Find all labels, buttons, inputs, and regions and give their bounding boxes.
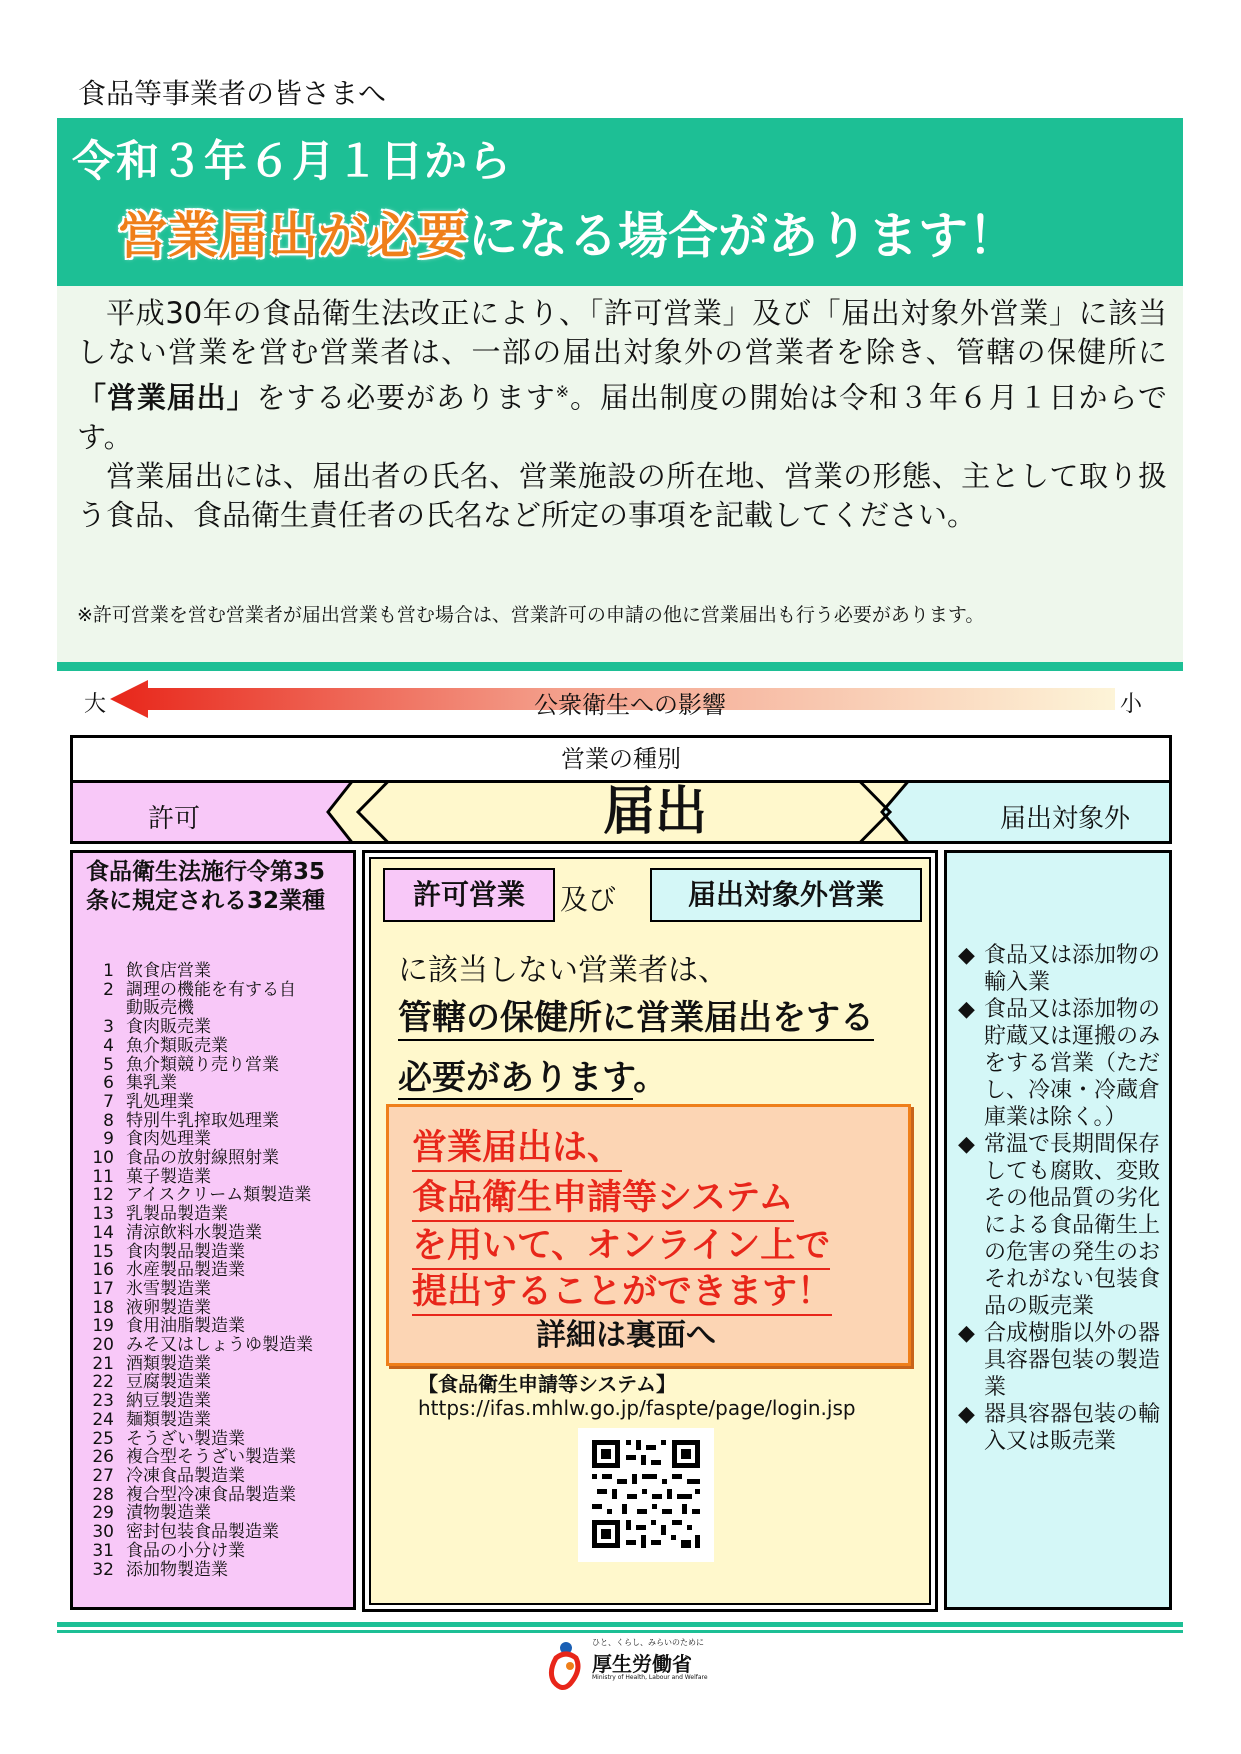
list-item — [80, 962, 313, 981]
list-item-number: 3 — [103, 1017, 114, 1038]
list-item-number: 14 — [92, 1222, 114, 1243]
list-item-label: 納豆製造業 — [126, 1391, 211, 1412]
impact-large-label: 大 — [84, 692, 107, 717]
list-item-number: 18 — [92, 1297, 114, 1318]
notify-text-3-end: 。 — [633, 1058, 668, 1098]
list-item-number: 23 — [92, 1391, 114, 1412]
notify-text-3-underlined: 必要があります — [398, 1058, 634, 1098]
category-permit: 許可 — [147, 804, 200, 834]
logo-slogan: ひと、くらし、みらいのために — [592, 1638, 704, 1647]
list-item — [80, 1130, 313, 1149]
list-item-label: 氷雪製造業 — [126, 1278, 211, 1299]
list-item-label: 魚介類競り売り営業 — [126, 1054, 279, 1075]
list-item — [80, 1561, 313, 1580]
list-item-number: 11 — [92, 1166, 114, 1187]
list-item — [80, 1280, 313, 1299]
list-item-number: 17 — [92, 1278, 114, 1299]
list-item-label: みそ又はしょうゆ製造業 — [126, 1335, 313, 1356]
list-item-number: 20 — [92, 1335, 114, 1356]
online-text-1: 営業届出は、 — [412, 1120, 622, 1172]
intro-paragraph-2: 営業届出には、届出者の氏名、営業施設の所在地、営業の形態、主として取り扱う食品、食品衛生責任者の氏名など所定の事項を記載してください。 — [77, 458, 1167, 532]
impact-label: 公衆衛生への影響 — [534, 691, 726, 719]
list-item-label: 飲食店営業 — [126, 961, 211, 981]
permit-column-title: 食品衛生法施行令第35条に規定される32業種 — [86, 859, 326, 914]
diamond-bullet-icon: ◆ — [958, 997, 975, 1022]
tag-permit-business: 許可営業 — [383, 868, 555, 922]
list-item-number: 9 — [103, 1129, 114, 1150]
list-item-label: 菓子製造業 — [126, 1166, 211, 1187]
list-item-number: 2 — [103, 979, 114, 1000]
list-item-label: 麺類製造業 — [126, 1409, 211, 1430]
list-item-number: 24 — [92, 1409, 114, 1430]
list-item-number: 25 — [92, 1428, 114, 1449]
list-item-number: 29 — [92, 1503, 114, 1524]
list-item-label: 密封包装食品製造業 — [126, 1522, 279, 1543]
tag-and: 及び — [560, 883, 617, 916]
list-item-number: 30 — [92, 1522, 114, 1543]
intro-text-c: 。届出制度の開始は令和３年６月１日からです。 — [77, 380, 1167, 454]
list-item-number: 7 — [103, 1091, 114, 1112]
online-text-2: 食品衛生申請等システム — [412, 1170, 794, 1222]
list-item-label: 食品の小分け業 — [126, 1540, 245, 1561]
list-item — [80, 1336, 313, 1355]
list-item-number: 22 — [92, 1372, 114, 1393]
banner-highlight: 営業届出が必要 — [118, 207, 468, 265]
list-item-label: 合成樹脂以外の器具容器包装の製造業 — [984, 1321, 1161, 1400]
list-item-number: 6 — [103, 1073, 114, 1094]
intro-text-a: 平成30年の食品衛生法改正により、「許可営業」及び「届出対象外営業」に該当しない営業を営む営業者は、一部の届出対象外の営業者を除き、管轄の保健所に — [77, 296, 1167, 369]
list-item-label: 酒類製造業 — [126, 1353, 211, 1374]
list-item — [958, 1320, 1168, 1401]
list-item — [80, 1467, 313, 1486]
list-item-number: 16 — [92, 1260, 114, 1281]
list-item — [80, 1448, 313, 1467]
list-item-label: 複合型そうざい製造業 — [126, 1447, 296, 1468]
list-item — [80, 1093, 313, 1112]
banner-main-line — [118, 196, 1018, 268]
logo-english: Ministry of Health, Labour and Welfare — [592, 1674, 708, 1681]
list-item-label: 食品又は添加物の貯蔵又は運搬のみをする営業（ただし、冷凍・冷蔵倉庫業は除く。） — [984, 997, 1161, 1130]
list-item-label: 添加物製造業 — [126, 1559, 228, 1580]
diamond-bullet-icon: ◆ — [958, 943, 975, 968]
intro-note: ※許可営業を営む営業者が届出営業も営む場合は、営業許可の申請の他に営業届出も行う必要があります。 — [77, 604, 985, 626]
list-item-label: 器具容器包装の輸入又は販売業 — [984, 1402, 1161, 1454]
intro-mark: ※ — [555, 382, 570, 401]
list-item-number: 21 — [92, 1353, 114, 1374]
list-item-number: 5 — [103, 1054, 114, 1075]
list-item — [80, 1373, 313, 1392]
list-item-label: 乳処理業 — [126, 1091, 194, 1112]
list-item — [80, 1224, 313, 1243]
detail-on-back-text: 詳細は裏面へ — [536, 1318, 716, 1353]
permit-business-list — [80, 962, 313, 1579]
list-item — [80, 981, 313, 1018]
business-type-heading: 営業の種別 — [70, 735, 1172, 783]
list-item-label: 豆腐製造業 — [126, 1372, 211, 1393]
list-item — [80, 1504, 313, 1523]
list-item — [80, 1018, 313, 1037]
list-item-label: 冷凍食品製造業 — [126, 1465, 245, 1486]
list-item-label: 魚介類販売業 — [126, 1035, 228, 1056]
logo-name: 厚生労働省 — [592, 1652, 692, 1676]
list-item-number: 31 — [92, 1540, 114, 1561]
list-item-number: 26 — [92, 1447, 114, 1468]
diamond-bullet-icon: ◆ — [958, 1321, 975, 1346]
intro-paragraph-1 — [77, 294, 1167, 457]
list-item-label: 調理の機能を有する自動販売機 — [126, 979, 296, 1019]
list-item-label: 食用油脂製造業 — [126, 1316, 245, 1337]
list-item-label: 常温で長期間保存しても腐敗、変敗その他品質の劣化による食品衛生上の危害の発生のおそれがない包装食品の販売業 — [984, 1132, 1161, 1319]
system-label: 【食品衛生申請等システム】 — [418, 1372, 676, 1396]
banner-date-line: 令和３年６月１日から — [72, 137, 512, 187]
tag-exempt-business: 届出対象外営業 — [650, 868, 922, 922]
list-item — [80, 1186, 313, 1205]
diamond-bullet-icon: ◆ — [958, 1132, 975, 1157]
banner-rest: になる場合があります！ — [468, 207, 1018, 265]
list-item — [80, 1149, 313, 1168]
list-item — [80, 1430, 313, 1449]
notify-text-3 — [398, 1050, 667, 1099]
list-item — [80, 1056, 313, 1075]
list-item-label: 特別牛乳搾取処理業 — [126, 1110, 279, 1131]
list-item-label: 食肉処理業 — [126, 1129, 211, 1150]
intro-text-b: をする必要があります — [256, 380, 556, 415]
list-item-number: 28 — [92, 1484, 114, 1505]
list-item-number: 8 — [103, 1110, 114, 1131]
list-item-number: 4 — [103, 1035, 114, 1056]
online-text-4: 提出することができます！ — [412, 1264, 832, 1316]
intro-bold: 「営業届出」 — [77, 380, 257, 415]
list-item-label: 食品又は添加物の輸入業 — [984, 943, 1161, 995]
category-exempt: 届出対象外 — [999, 804, 1130, 834]
list-item-label: アイスクリーム類製造業 — [126, 1185, 312, 1206]
list-item-number: 10 — [92, 1148, 114, 1169]
list-item — [80, 1168, 313, 1187]
online-text-3: を用いて、オンライン上で — [412, 1218, 830, 1270]
separator-bottom-thin — [57, 1630, 1183, 1633]
list-item-number: 15 — [92, 1241, 114, 1262]
list-item-number: 19 — [92, 1316, 114, 1337]
list-item-label: 集乳業 — [126, 1073, 177, 1094]
list-item — [958, 942, 1168, 996]
notify-text-1: に該当しない営業者は、 — [398, 953, 728, 988]
list-item — [80, 1411, 313, 1430]
list-item-label: そうざい製造業 — [126, 1428, 245, 1449]
list-item-label: 液卵製造業 — [126, 1297, 211, 1318]
addressee: 食品等事業者の皆さまへ — [78, 77, 387, 110]
list-item — [80, 1355, 313, 1374]
list-item-number: 1 — [103, 961, 114, 981]
list-item-label: 漬物製造業 — [126, 1503, 211, 1524]
list-item-number: 32 — [92, 1559, 114, 1580]
list-item — [80, 1074, 313, 1093]
system-url-link[interactable]: https://ifas.mhlw.go.jp/faspte/page/login.jsp — [418, 1396, 856, 1420]
list-item — [80, 1037, 313, 1056]
diamond-bullet-icon: ◆ — [958, 1402, 975, 1427]
list-item — [80, 1542, 313, 1561]
list-item — [80, 1486, 313, 1505]
list-item — [958, 996, 1168, 1131]
list-item — [80, 1392, 313, 1411]
qr-code-icon — [578, 1428, 714, 1562]
notify-text-2: 管轄の保健所に営業届出をする — [398, 990, 874, 1041]
list-item-label: 複合型冷凍食品製造業 — [126, 1484, 296, 1505]
category-notify: 届出 — [602, 782, 707, 842]
intro-text — [77, 294, 1167, 535]
list-item-label: 水産製品製造業 — [126, 1260, 245, 1281]
impact-small-label: 小 — [1120, 692, 1143, 717]
list-item-number: 13 — [92, 1204, 114, 1225]
list-item — [80, 1205, 313, 1224]
separator-top — [57, 662, 1183, 671]
list-item — [80, 1243, 313, 1262]
list-item — [958, 1131, 1168, 1320]
list-item — [80, 1112, 313, 1131]
exempt-business-list — [958, 942, 1168, 1455]
list-item-number: 27 — [92, 1465, 114, 1486]
separator-bottom — [57, 1622, 1183, 1627]
list-item-label: 食品の放射線照射業 — [126, 1148, 279, 1169]
list-item-label: 食肉販売業 — [126, 1017, 211, 1038]
list-item — [80, 1299, 313, 1318]
list-item-label: 清涼飲料水製造業 — [126, 1222, 262, 1243]
list-item-label: 食肉製品製造業 — [126, 1241, 245, 1262]
list-item-label: 乳製品製造業 — [126, 1204, 228, 1225]
list-item — [80, 1317, 313, 1336]
list-item — [958, 1401, 1168, 1455]
list-item — [80, 1261, 313, 1280]
list-item-number: 12 — [92, 1185, 114, 1206]
list-item — [80, 1523, 313, 1542]
